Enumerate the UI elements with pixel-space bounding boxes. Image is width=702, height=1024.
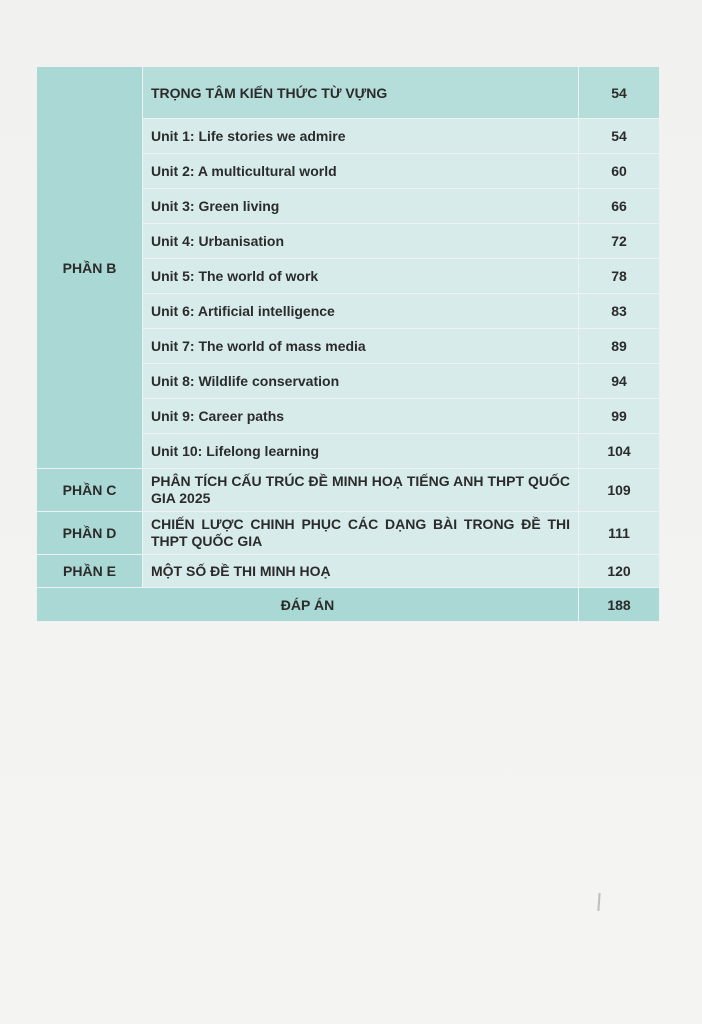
unit-page-number: 78	[579, 259, 660, 294]
unit-page-number: 89	[579, 329, 660, 364]
toc-row-vocabulary-focus	[37, 67, 660, 119]
part-d-label: PHẦN D	[37, 512, 143, 555]
unit-title: Unit 2: A multicultural world	[143, 154, 579, 189]
unit-title: Unit 10: Lifelong learning	[143, 434, 579, 469]
unit-page-number: 60	[579, 154, 660, 189]
unit-page-number: 66	[579, 189, 660, 224]
pen-mark	[597, 893, 600, 911]
part-d-title-text: CHIẾN LƯỢC CHINH PHỤC CÁC DẠNG BÀI TRONG ĐỀ THI THPT QUỐC GIA	[151, 516, 570, 549]
unit-title: Unit 5: The world of work	[143, 259, 579, 294]
unit-title: Unit 9: Career paths	[143, 399, 579, 434]
unit-title: Unit 6: Artificial intelligence	[143, 294, 579, 329]
table-of-contents	[36, 66, 660, 622]
unit-title: Unit 8: Wildlife conservation	[143, 364, 579, 399]
part-e-label: PHẦN E	[37, 555, 143, 588]
unit-page-number: 99	[579, 399, 660, 434]
unit-page-number: 83	[579, 294, 660, 329]
part-c-label: PHẦN C	[37, 469, 143, 512]
toc-row-part-e	[37, 555, 660, 588]
toc-title: TRỌNG TÂM KIẾN THỨC TỪ VỰNG	[143, 67, 579, 119]
unit-title: Unit 7: The world of mass media	[143, 329, 579, 364]
toc-row-answers	[37, 588, 660, 622]
unit-page-number: 104	[579, 434, 660, 469]
part-c-title-text: PHÂN TÍCH CẤU TRÚC ĐỀ MINH HOẠ TIẾNG ANH THPT QUỐC GIA 2025	[151, 473, 570, 506]
toc-page-number: 54	[579, 67, 660, 119]
unit-title: Unit 4: Urbanisation	[143, 224, 579, 259]
unit-page-number: 72	[579, 224, 660, 259]
answers-page-number: 188	[579, 588, 660, 622]
part-c-page-number: 109	[579, 469, 660, 512]
answers-title: ĐÁP ÁN	[37, 588, 579, 622]
part-d-title	[143, 512, 579, 555]
part-e-title: MỘT SỐ ĐỀ THI MINH HOẠ	[143, 555, 579, 588]
unit-page-number: 54	[579, 119, 660, 154]
part-c-title	[143, 469, 579, 512]
part-b-label: PHẦN B	[37, 67, 143, 469]
toc-row-part-c	[37, 469, 660, 512]
unit-title: Unit 3: Green living	[143, 189, 579, 224]
part-e-page-number: 120	[579, 555, 660, 588]
unit-title: Unit 1: Life stories we admire	[143, 119, 579, 154]
unit-page-number: 94	[579, 364, 660, 399]
toc-row-part-d	[37, 512, 660, 555]
part-d-page-number: 111	[579, 512, 660, 555]
